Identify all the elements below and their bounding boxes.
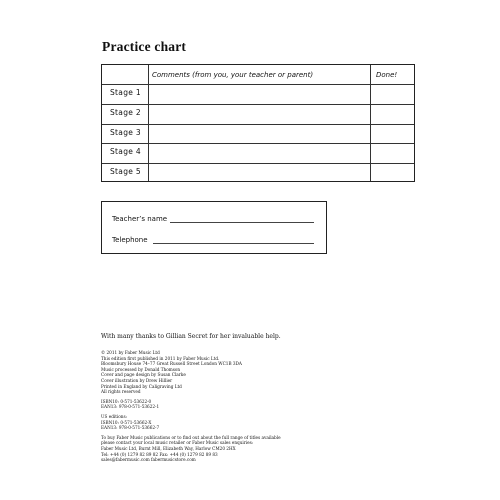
table-row-line [102,124,414,125]
isbn-line: ISBN10: 0-571-53622-0 [101,398,152,404]
contact-line: Tel: +44 (0) 1279 82 89 82 Fax: +44 (0) 1279 82 89 83 [101,451,218,457]
telephone-line [153,243,314,244]
stage-label-3: Stage 3 [110,128,141,137]
contact-line: please contact your local music retailer or Faber Music sales enquiries: [101,440,254,446]
header-comments: Comments (from you, your teacher or parent) [152,71,314,79]
teacher-name-label: Teacher’s name [112,215,168,223]
practice-chart-table [101,64,415,182]
contact-line: sales@fabermusic.com fabermusicstore.com [101,457,196,463]
header-done: Done! [376,71,398,79]
imprint-line: This edition first published in 2011 by Faber Music Ltd. [101,355,220,361]
contact-line: Faber Music Ltd, Burnt Mill, Elizabeth Way, Harlow CM20 2HX [101,445,236,451]
imprint-line: Printed in England by Caligraving Ltd [101,383,182,389]
isbn-line: EAN13: 978-0-571-53622-1 [101,404,160,410]
teacher-info-box [101,201,327,254]
stage-label-5: Stage 5 [110,167,141,176]
imprint-line: Bloomsbury House 74–77 Great Russell Street London WC1B 3DA [101,361,242,367]
table-row-line [102,84,414,85]
page-title: Practice chart [102,39,187,54]
us-edition-line: US editions: [101,413,128,419]
imprint-line: Music processed by Donald Thomson [101,366,181,372]
imprint-line: All rights reserved [101,389,141,395]
us-edition-line: ISBN10: 0-571-53662-X [101,419,152,425]
table-row-line [102,143,414,144]
table-row-line [102,163,414,164]
stage-label-2: Stage 2 [110,108,141,117]
table-row-line [102,104,414,105]
stage-label-4: Stage 4 [110,147,141,156]
us-edition-line: EAN13: 978-0-571-53662-7 [101,425,160,431]
imprint-line: © 2011 by Faber Music Ltd [101,350,160,355]
teacher-name-line [170,222,314,223]
imprint-line: Cover illustration by Drew Hillier [101,377,173,383]
telephone-label: Telephone [112,236,148,244]
imprint-block [101,350,401,463]
contact-line: To buy Faber Music publications or to find out about the full range of titles available [101,434,281,440]
stage-label-1: Stage 1 [110,88,141,97]
imprint-line: Cover and page design by Susan Clarke [101,372,186,378]
acknowledgement: With many thanks to Gillian Secret for her invaluable help. [101,333,281,340]
